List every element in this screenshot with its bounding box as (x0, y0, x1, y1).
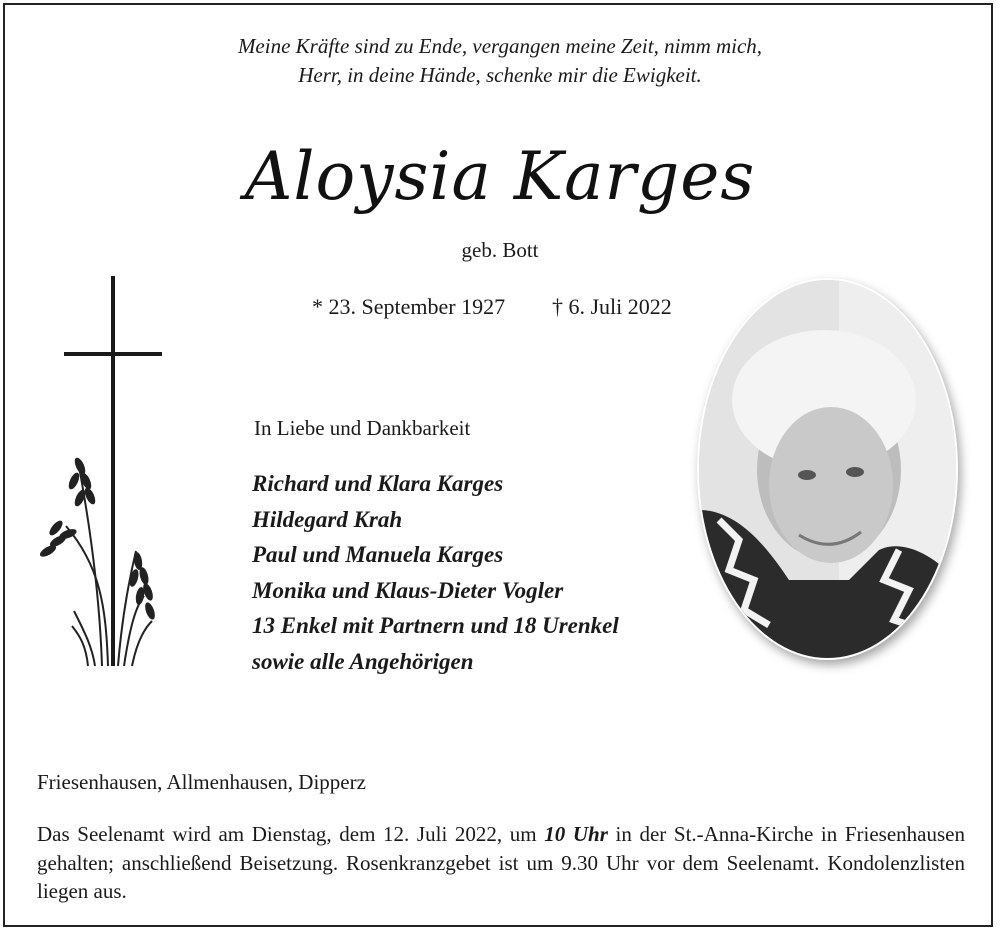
portrait-illustration (699, 280, 956, 658)
thanks-line: In Liebe und Dankbarkeit (254, 416, 471, 440)
mourner-entry: Paul und Manuela Karges (252, 542, 504, 567)
death-date: † 6. Juli 2022 (552, 294, 672, 319)
birth-date: * 23. September 1927 (312, 294, 506, 319)
mourner-entry: Monika und Klaus-Dieter Vogler (252, 577, 564, 603)
notice-time: 10 Uhr (544, 822, 608, 846)
mourners-list (252, 466, 619, 679)
deceased-name: Aloysia Karges (244, 138, 756, 215)
places-line: Friesenhausen, Allmenhausen, Dipperz (37, 770, 366, 794)
verse (0, 32, 1000, 90)
maiden-name: geb. Bott (461, 238, 539, 262)
notice-text-2: in der St.-Anna-Kirche in Friesenhausen gehalten; anschließend Beisetzung. Rosenkranzgebet ist um 9.30 Uhr vor dem Seelenamt. Kondolenzlisten liegen aus. (37, 822, 965, 903)
service-notice (37, 820, 965, 906)
verse-line-1: Meine Kräfte sind zu Ende, vergangen meine Zeit, nimm mich, (237, 34, 763, 58)
mourner-entry: Hildegard Krah (252, 506, 403, 532)
portrait-photo (697, 278, 958, 660)
notice-text-1: Das Seelenamt wird am Dienstag, dem 12. Juli 2022, um (37, 822, 545, 846)
mourner-entry: Richard und Klara Karges (252, 471, 504, 496)
mourner-entry: 13 Enkel mit Partnern und 18 Urenkel (252, 613, 619, 638)
verse-line-2: Herr, in deine Hände, schenke mir die Ewigkeit. (298, 63, 702, 87)
mourner-entry: sowie alle Angehörigen (252, 648, 474, 674)
cross-with-wheat-icon (40, 276, 170, 671)
